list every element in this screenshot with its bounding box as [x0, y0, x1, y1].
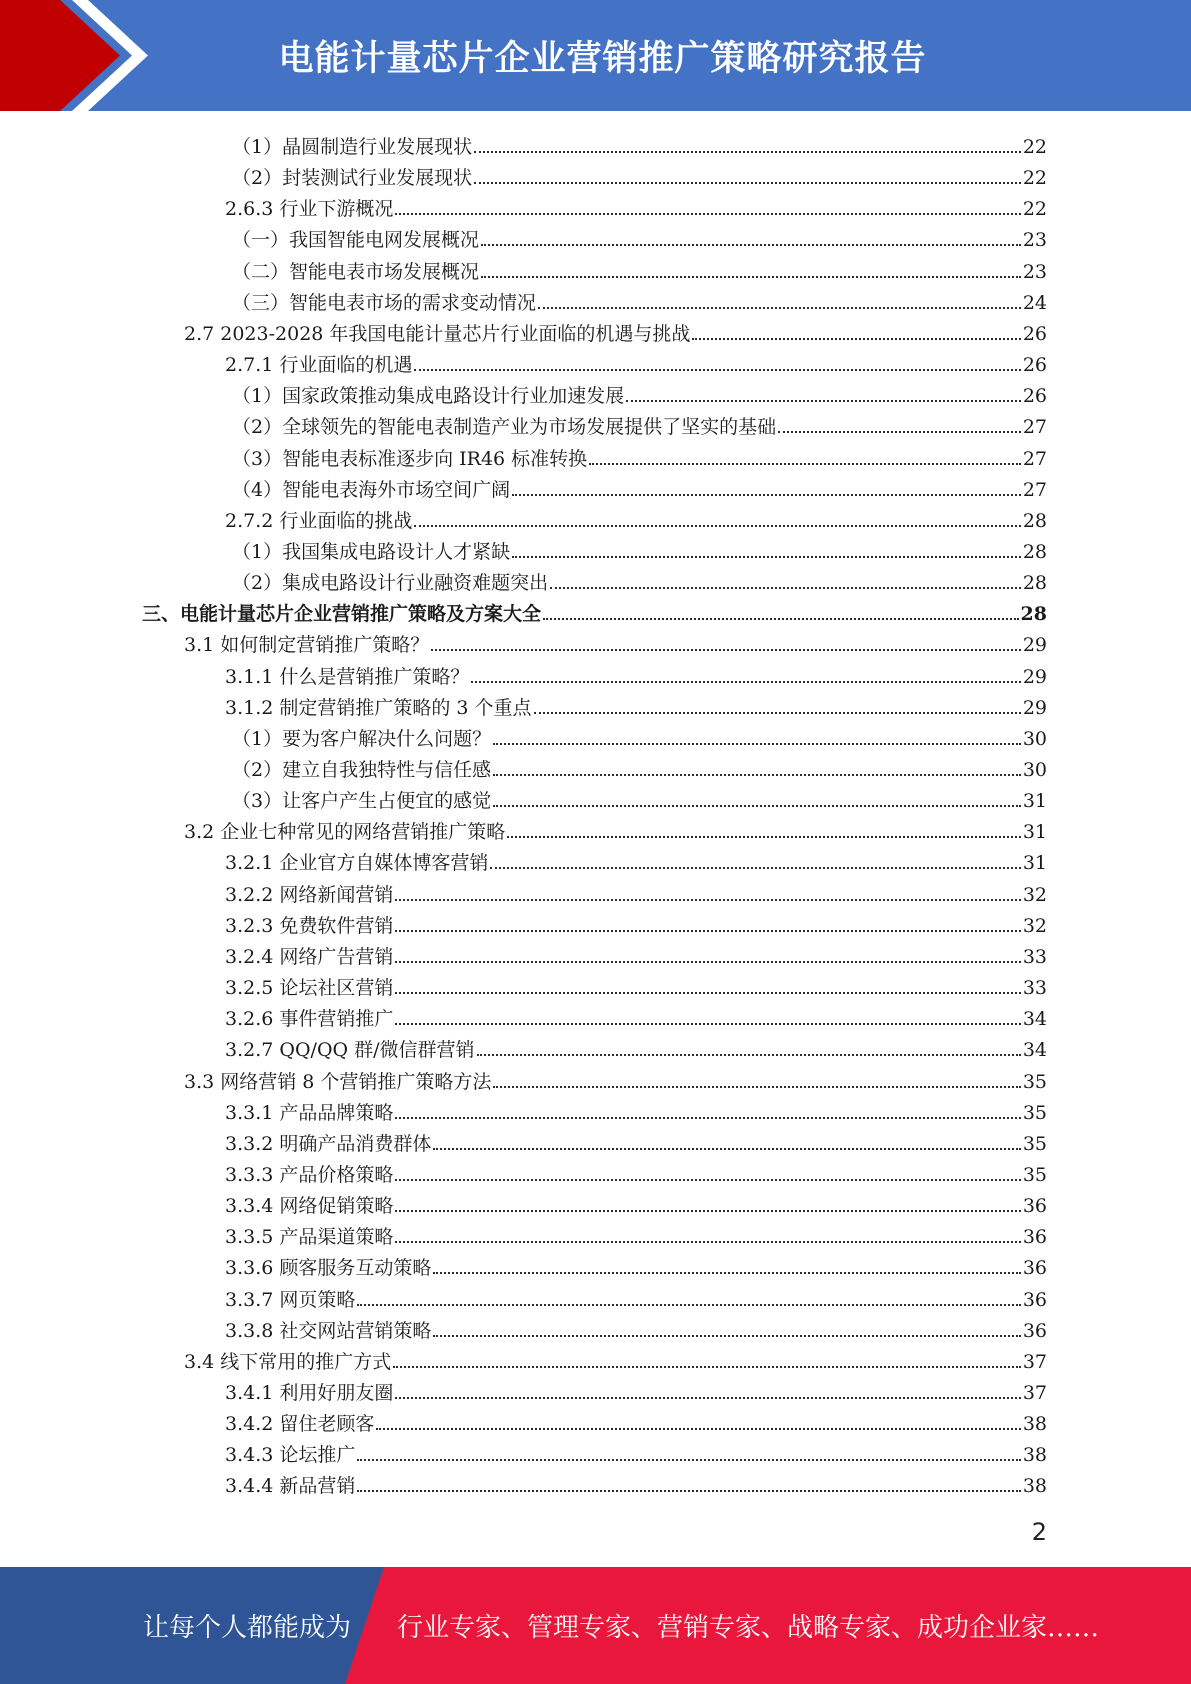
toc-entry[interactable]	[232, 128, 1047, 159]
toc-entry[interactable]	[184, 626, 1047, 657]
toc-entry-page: 28	[1022, 540, 1047, 563]
toc-entry-page: 27	[1022, 447, 1047, 470]
toc-entry-label: 2.7.1 行业面临的机遇	[225, 354, 413, 377]
toc-entry-page: 36	[1022, 1257, 1047, 1280]
toc-entry-page: 28	[1020, 603, 1047, 626]
footer-slogan-right: 行业专家、管理专家、营销专家、战略专家、成功企业家……	[397, 1613, 1100, 1643]
toc-entry-page: 35	[1022, 1101, 1047, 1124]
toc-entry-page: 38	[1022, 1444, 1047, 1467]
toc-entry-label: （3）智能电表标准逐步向 IR46 标准转换	[232, 447, 588, 470]
toc-dot-leader	[393, 1360, 1021, 1368]
toc-entry-page: 35	[1022, 1070, 1047, 1093]
toc-entry-label: （二）智能电表市场发展概况	[232, 260, 480, 283]
toc-dot-leader	[474, 176, 1021, 184]
toc-entry-label: 3.4 线下常用的推广方式	[184, 1350, 392, 1373]
toc-dot-leader	[778, 425, 1021, 433]
toc-dot-leader	[433, 1142, 1020, 1150]
toc-entry[interactable]	[225, 658, 1047, 689]
toc-dot-leader	[395, 1173, 1020, 1181]
toc-dot-leader	[433, 1329, 1020, 1337]
toc-entry-label: 3.3.3 产品价格策略	[225, 1163, 394, 1186]
toc-entry-page: 22	[1022, 136, 1047, 158]
toc-entry-page: 31	[1022, 821, 1047, 844]
toc-entry-page: 34	[1022, 1008, 1047, 1031]
toc-entry-label: （2）建立自我独特性与信任感	[232, 759, 492, 781]
toc-entry-page: 37	[1022, 1382, 1047, 1404]
toc-entry-label: 2.7 2023-2028 年我国电能计量芯片行业面临的机遇与挑战	[184, 322, 691, 345]
toc-entry[interactable]	[225, 1374, 1047, 1405]
toc-dot-leader	[431, 643, 1021, 651]
toc-dot-leader	[471, 675, 1020, 683]
toc-entry-page: 22	[1022, 167, 1047, 190]
toc-dot-leader	[395, 1391, 1020, 1399]
toc-dot-leader	[395, 207, 1020, 215]
toc-entry-page: 23	[1022, 260, 1047, 283]
toc-entry[interactable]	[142, 595, 1047, 626]
toc-dot-leader	[493, 737, 1021, 745]
toc-entry-page: 26	[1022, 354, 1047, 377]
toc-entry[interactable]	[225, 1312, 1047, 1343]
toc-entry-page: 23	[1022, 229, 1047, 252]
toc-entry[interactable]	[232, 221, 1047, 252]
toc-dot-leader	[512, 488, 1021, 496]
toc-entry[interactable]	[225, 1156, 1047, 1187]
toc-entry-label: 3.2 企业七种常见的网络营销推广策略	[184, 821, 506, 844]
toc-dot-leader	[538, 301, 1021, 309]
toc-dot-leader	[534, 706, 1021, 714]
toc-entry-label: （1）晶圆制造行业发展现状	[232, 136, 473, 158]
toc-entry-page: 36	[1022, 1195, 1047, 1218]
toc-entry-page: 33	[1022, 945, 1047, 968]
toc-entry-page: 27	[1022, 478, 1047, 501]
toc-dot-leader	[433, 1266, 1020, 1274]
toc-entry-label: 3.3.7 网页策略	[225, 1288, 356, 1311]
toc-entry[interactable]	[225, 1000, 1047, 1031]
toc-entry[interactable]	[232, 751, 1047, 782]
toc-entry-label: 3.2.2 网络新闻营销	[225, 883, 394, 906]
toc-entry-label: 2.7.2 行业面临的挑战	[225, 509, 413, 532]
toc-entry-label: （3）让客户产生占便宜的感觉	[232, 790, 492, 813]
toc-dot-leader	[395, 893, 1020, 901]
toc-entry-label: （1）我国集成电路设计人才紧缺	[232, 540, 511, 563]
toc-dot-leader	[493, 768, 1021, 776]
toc-entry[interactable]	[225, 1249, 1047, 1280]
toc-dot-leader	[493, 799, 1021, 807]
toc-entry[interactable]	[225, 502, 1047, 533]
toc-entry-page: 37	[1022, 1350, 1047, 1373]
toc-dot-leader	[512, 550, 1021, 558]
toc-entry-page: 28	[1022, 509, 1047, 532]
toc-dot-leader	[481, 270, 1021, 278]
page-header	[0, 0, 1191, 111]
toc-entry[interactable]	[232, 782, 1047, 813]
toc-entry-page: 30	[1022, 727, 1047, 750]
toc-entry-label: 3.3.5 产品渠道策略	[225, 1226, 394, 1249]
toc-dot-leader	[357, 1484, 1020, 1492]
toc-entry-label: 3.3 网络营销 8 个营销推广策略方法	[184, 1070, 492, 1093]
toc-entry-label: （1）国家政策推动集成电路设计行业加速发展	[232, 385, 625, 408]
toc-entry[interactable]	[232, 564, 1047, 595]
toc-dot-leader	[395, 924, 1020, 932]
toc-entry-page: 24	[1022, 291, 1047, 314]
toc-entry[interactable]	[184, 1343, 1047, 1374]
toc-entry[interactable]	[225, 876, 1047, 907]
toc-entry-page: 22	[1022, 198, 1047, 221]
toc-entry[interactable]	[225, 1125, 1047, 1156]
toc-entry[interactable]	[225, 1031, 1047, 1062]
toc-entry-label: 3.4.3 论坛推广	[225, 1444, 356, 1467]
toc-entry-label: 3.4.1 利用好朋友圈	[225, 1382, 394, 1404]
toc-entry[interactable]	[184, 813, 1047, 844]
toc-entry-page: 26	[1022, 385, 1047, 408]
toc-entry[interactable]	[225, 1467, 1047, 1498]
page-number: 2	[1031, 1518, 1047, 1546]
toc-entry-label: 3.4.2 留住老顾客	[225, 1413, 375, 1436]
toc-entry-label: 3.2.1 企业官方自媒体博客营销	[225, 852, 489, 875]
toc-entry-page: 36	[1022, 1226, 1047, 1249]
toc-entry-label: 3.1.2 制定营销推广策略的 3 个重点	[225, 696, 532, 719]
toc-entry-label: 3.2.5 论坛社区营销	[225, 977, 394, 1000]
toc-entry-page: 31	[1022, 790, 1047, 813]
toc-dot-leader	[543, 612, 1019, 620]
toc-entry[interactable]	[225, 938, 1047, 969]
toc-entry[interactable]	[232, 159, 1047, 190]
page-footer	[0, 1567, 1191, 1684]
toc-entry-label: （4）智能电表海外市场空间广阔	[232, 478, 511, 501]
toc-entry-page: 33	[1022, 977, 1047, 1000]
toc-entry-label: 2.6.3 行业下游概况	[225, 198, 394, 221]
toc-entry-page: 28	[1022, 572, 1047, 595]
toc-entry-page: 30	[1022, 759, 1047, 781]
toc-entry-label: 三、电能计量芯片企业营销推广策略及方案大全	[142, 603, 542, 626]
toc-dot-leader	[692, 332, 1020, 340]
toc-dot-leader	[477, 1048, 1021, 1056]
toc-dot-leader	[395, 1204, 1020, 1212]
toc-entry-label: 3.3.2 明确产品消费群体	[225, 1132, 432, 1155]
toc-entry[interactable]	[184, 1063, 1047, 1094]
toc-dot-leader	[589, 457, 1021, 465]
toc-entry-page: 36	[1022, 1319, 1047, 1342]
toc-entry-label: 3.3.1 产品品牌策略	[225, 1101, 394, 1124]
toc-entry-page: 36	[1022, 1288, 1047, 1311]
toc-dot-leader	[395, 1235, 1020, 1243]
toc-entry-label: 3.2.6 事件营销推广	[225, 1008, 394, 1031]
toc-entry[interactable]	[232, 720, 1047, 751]
toc-dot-leader	[490, 861, 1020, 869]
toc-entry[interactable]	[225, 1094, 1047, 1125]
toc-entry-label: （2）封装测试行业发展现状	[232, 167, 473, 190]
toc-dot-leader	[626, 394, 1021, 402]
toc-entry-label: 3.2.7 QQ/QQ 群/微信群营销	[225, 1039, 475, 1062]
toc-entry[interactable]	[225, 1405, 1047, 1436]
toc-dot-leader	[395, 955, 1020, 963]
toc-entry[interactable]	[232, 377, 1047, 408]
toc-entry-label: 3.4.4 新品营销	[225, 1475, 356, 1498]
toc-dot-leader	[493, 1080, 1020, 1088]
toc-entry[interactable]	[232, 440, 1047, 471]
toc-entry-label: 3.2.4 网络广告营销	[225, 945, 394, 968]
toc-entry-page: 29	[1022, 665, 1047, 688]
toc-entry-label: （2）全球领先的智能电表制造产业为市场发展提供了坚实的基础	[232, 416, 777, 439]
toc-dot-leader	[414, 519, 1020, 527]
toc-entry[interactable]	[225, 1281, 1047, 1312]
toc-dot-leader	[550, 581, 1021, 589]
toc-entry-label: （一）我国智能电网发展概况	[232, 229, 480, 252]
toc-entry-label: 3.2.3 免费软件营销	[225, 914, 394, 937]
toc-entry-page: 32	[1022, 914, 1047, 937]
toc-entry-page: 38	[1022, 1413, 1047, 1436]
toc-entry[interactable]	[225, 1218, 1047, 1249]
toc-entry-page: 34	[1022, 1039, 1047, 1062]
toc-dot-leader	[395, 1017, 1020, 1025]
toc-entry[interactable]	[232, 253, 1047, 284]
toc-entry-page: 35	[1022, 1163, 1047, 1186]
toc-entry[interactable]	[225, 1436, 1047, 1467]
toc-entry[interactable]	[225, 689, 1047, 720]
toc-dot-leader	[395, 986, 1020, 994]
toc-entry-page: 29	[1022, 696, 1047, 719]
toc-entry-page: 27	[1022, 416, 1047, 439]
toc-entry[interactable]	[225, 844, 1047, 875]
toc-entry-label: 3.3.8 社交网站营销策略	[225, 1319, 432, 1342]
toc-entry-label: 3.1.1 什么是营销推广策略？	[225, 665, 470, 688]
footer-slogan-left: 让每个人都能成为	[143, 1613, 352, 1643]
toc-entry-label: （2）集成电路设计行业融资难题突出	[232, 572, 549, 595]
toc-entry[interactable]	[225, 1187, 1047, 1218]
toc-entry[interactable]	[232, 471, 1047, 502]
toc-dot-leader	[357, 1453, 1020, 1461]
toc-entry-label: （三）智能电表市场的需求变动情况	[232, 291, 537, 314]
toc-entry-page: 26	[1022, 322, 1047, 345]
toc-entry-page: 31	[1022, 852, 1047, 875]
toc-entry[interactable]	[225, 969, 1047, 1000]
toc-entry[interactable]	[184, 315, 1047, 346]
toc-entry-page: 35	[1022, 1132, 1047, 1155]
toc-dot-leader	[481, 238, 1021, 246]
toc-dot-leader	[357, 1298, 1020, 1306]
toc-dot-leader	[376, 1422, 1020, 1430]
toc-entry-label: （1）要为客户解决什么问题？	[232, 727, 492, 750]
toc-dot-leader	[507, 830, 1021, 838]
report-title: 电能计量芯片企业营销推广策略研究报告	[278, 38, 927, 79]
toc-entry-page: 29	[1022, 634, 1047, 657]
toc-entry[interactable]	[232, 533, 1047, 564]
toc-entry-page: 32	[1022, 883, 1047, 906]
toc-entry-page: 38	[1022, 1475, 1047, 1498]
toc-entry[interactable]	[225, 190, 1047, 221]
toc-dot-leader	[395, 1111, 1020, 1119]
toc-entry[interactable]	[232, 408, 1047, 439]
toc-dot-leader	[414, 363, 1020, 371]
toc-entry[interactable]	[225, 907, 1047, 938]
toc-entry-label: 3.3.6 顾客服务互动策略	[225, 1257, 432, 1280]
toc-entry[interactable]	[225, 346, 1047, 377]
toc-entry-label: 3.3.4 网络促销策略	[225, 1195, 394, 1218]
toc-entry[interactable]	[232, 284, 1047, 315]
toc-entry-label: 3.1 如何制定营销推广策略？	[184, 634, 430, 657]
toc-dot-leader	[474, 145, 1021, 153]
